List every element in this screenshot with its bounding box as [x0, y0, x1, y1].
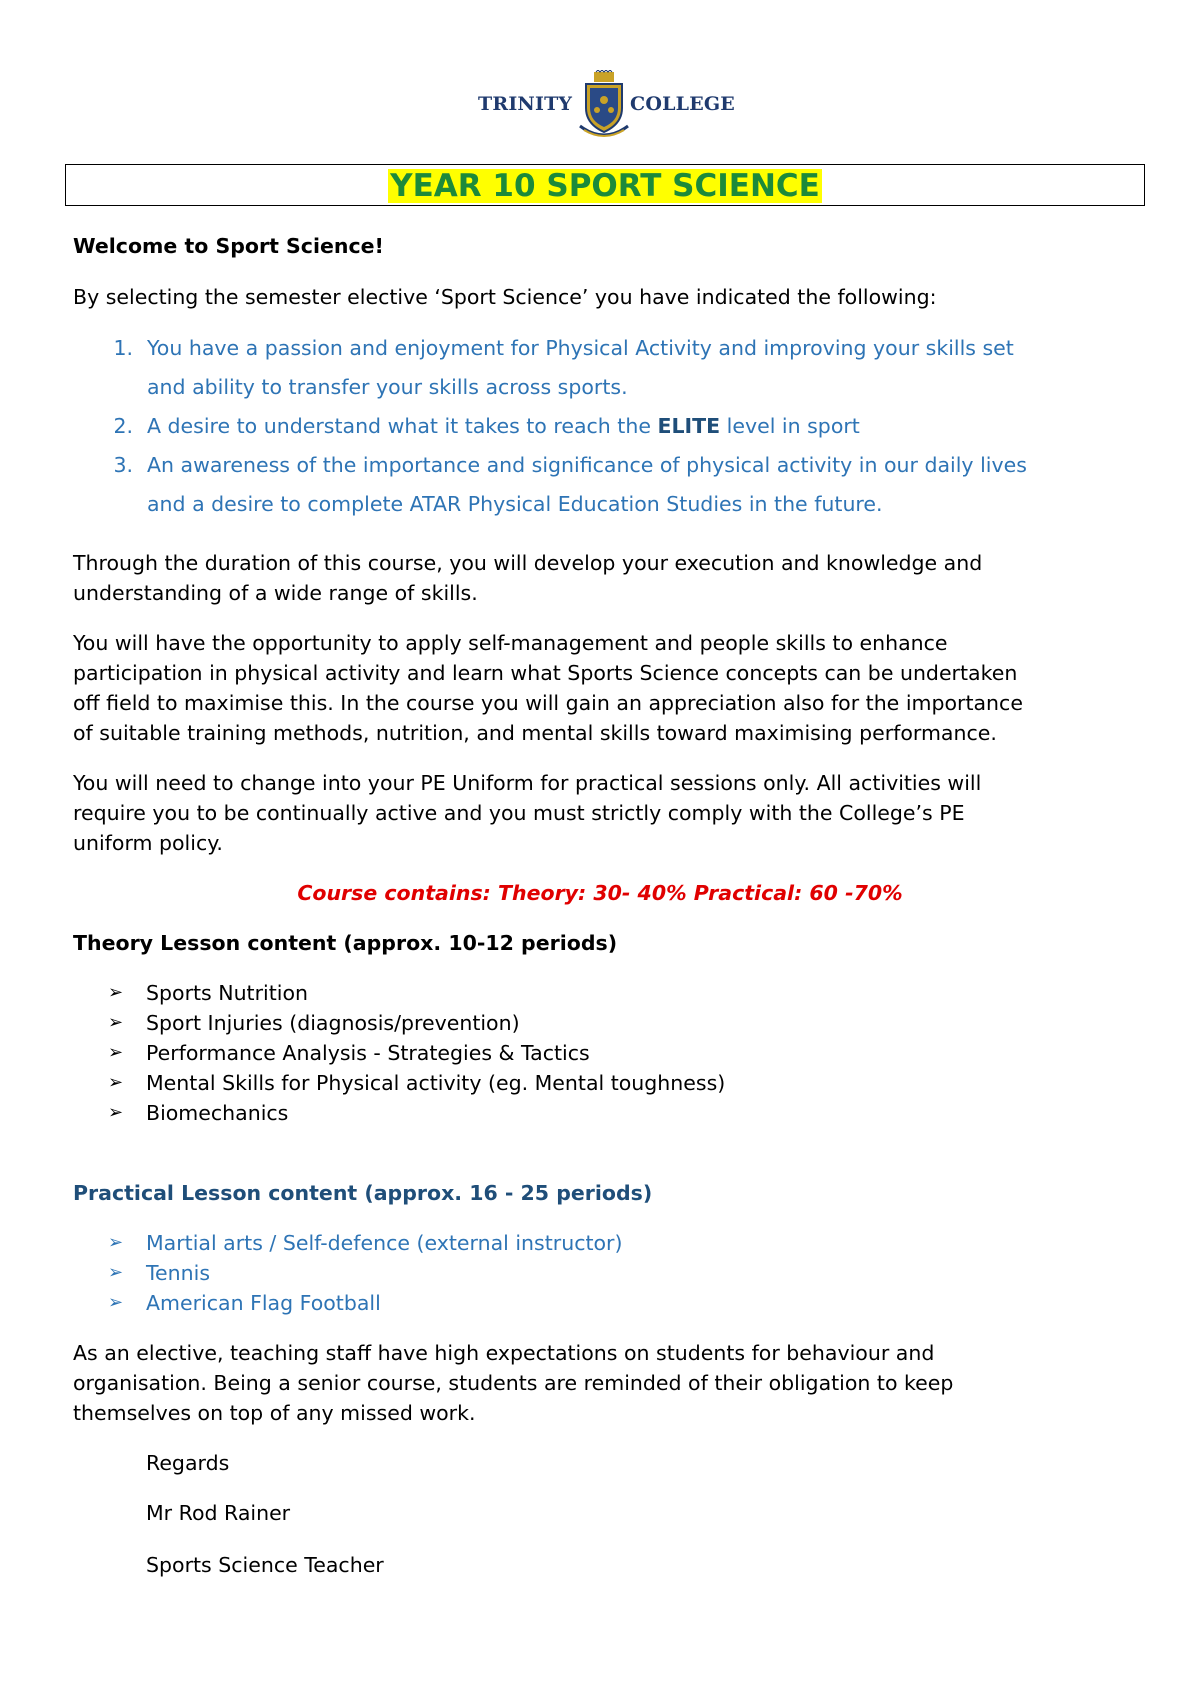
practical-item: American Flag Football — [146, 1291, 381, 1315]
theory-item: Biomechanics — [146, 1101, 289, 1125]
elite-emphasis: ELITE — [657, 414, 721, 438]
list-item: You have a passion and enjoyment for Physical Activity and improving your skills set — [147, 336, 1014, 360]
list-item-continuation: and a desire to complete ATAR Physical Education Studies in the future. — [147, 492, 883, 516]
arrow-bullet-icon: ➢ — [108, 1042, 124, 1063]
arrow-bullet-icon: ➢ — [108, 1102, 124, 1123]
practical-heading: Practical Lesson content (approx. 16 - 25 periods) — [73, 1181, 653, 1205]
practical-item: Martial arts / Self-defence (external instructor) — [146, 1231, 623, 1255]
intro-lead: By selecting the semester elective ‘Sport Science’ you have indicated the following: — [73, 285, 937, 309]
practical-item: Tennis — [146, 1261, 211, 1285]
paragraph-line: Through the duration of this course, you will develop your execution and knowledge and — [73, 551, 983, 575]
arrow-bullet-icon: ➢ — [108, 1262, 124, 1283]
page-title: YEAR 10 SPORT SCIENCE — [390, 168, 820, 204]
theory-item: Performance Analysis - Strategies & Tactics — [146, 1041, 590, 1065]
signoff-name: Mr Rod Rainer — [146, 1501, 291, 1525]
list-item: A desire to understand what it takes to reach the ELITE level in sport — [147, 414, 860, 438]
course-split: Course contains: Theory: 30- 40% Practical: 60 -70% — [297, 881, 903, 905]
signoff-role: Sports Science Teacher — [146, 1553, 384, 1577]
paragraph-line: You will have the opportunity to apply self-management and people skills to enhance — [73, 631, 948, 655]
paragraph-line: organisation. Being a senior course, students are reminded of their obligation to keep — [73, 1371, 954, 1395]
title-box — [65, 164, 1145, 206]
list-item: An awareness of the importance and significance of physical activity in our daily lives — [147, 453, 1027, 477]
list-item-continuation: and ability to transfer your skills across sports. — [147, 375, 628, 399]
theory-item: Mental Skills for Physical activity (eg. Mental toughness) — [146, 1071, 726, 1095]
college-logo — [478, 70, 734, 140]
arrow-bullet-icon: ➢ — [108, 1072, 124, 1093]
theory-item: Sports Nutrition — [146, 981, 308, 1005]
theory-heading: Theory Lesson content (approx. 10-12 periods) — [73, 931, 618, 955]
theory-item: Sport Injuries (diagnosis/prevention) — [146, 1011, 520, 1035]
paragraph-line: require you to be continually active and you must strictly comply with the College’s PE — [73, 801, 965, 825]
logo-word-right: COLLEGE — [630, 93, 735, 115]
paragraph-line: themselves on top of any missed work. — [73, 1401, 476, 1425]
paragraph-line: You will need to change into your PE Uniform for practical sessions only. All activities will — [73, 771, 982, 795]
paragraph-line: As an elective, teaching staff have high expectations on students for behaviour and — [73, 1341, 935, 1365]
list-number: 2. — [113, 414, 133, 438]
arrow-bullet-icon: ➢ — [108, 982, 124, 1003]
arrow-bullet-icon: ➢ — [108, 1232, 124, 1253]
paragraph-line: uniform policy. — [73, 831, 223, 855]
paragraph-line: of suitable training methods, nutrition, and mental skills toward maximising performance. — [73, 721, 997, 745]
welcome-heading: Welcome to Sport Science! — [73, 234, 384, 258]
paragraph-line: off field to maximise this. In the course you will gain an appreciation also for the importance — [73, 691, 1023, 715]
list-number: 3. — [113, 453, 133, 477]
crest-icon — [578, 70, 630, 140]
logo-word-left: TRINITY — [478, 93, 573, 115]
list-number: 1. — [113, 336, 133, 360]
signoff-regards: Regards — [146, 1451, 230, 1475]
paragraph-line: understanding of a wide range of skills. — [73, 581, 478, 605]
paragraph-line: participation in physical activity and learn what Sports Science concepts can be undertaken — [73, 661, 1018, 685]
arrow-bullet-icon: ➢ — [108, 1012, 124, 1033]
arrow-bullet-icon: ➢ — [108, 1292, 124, 1313]
